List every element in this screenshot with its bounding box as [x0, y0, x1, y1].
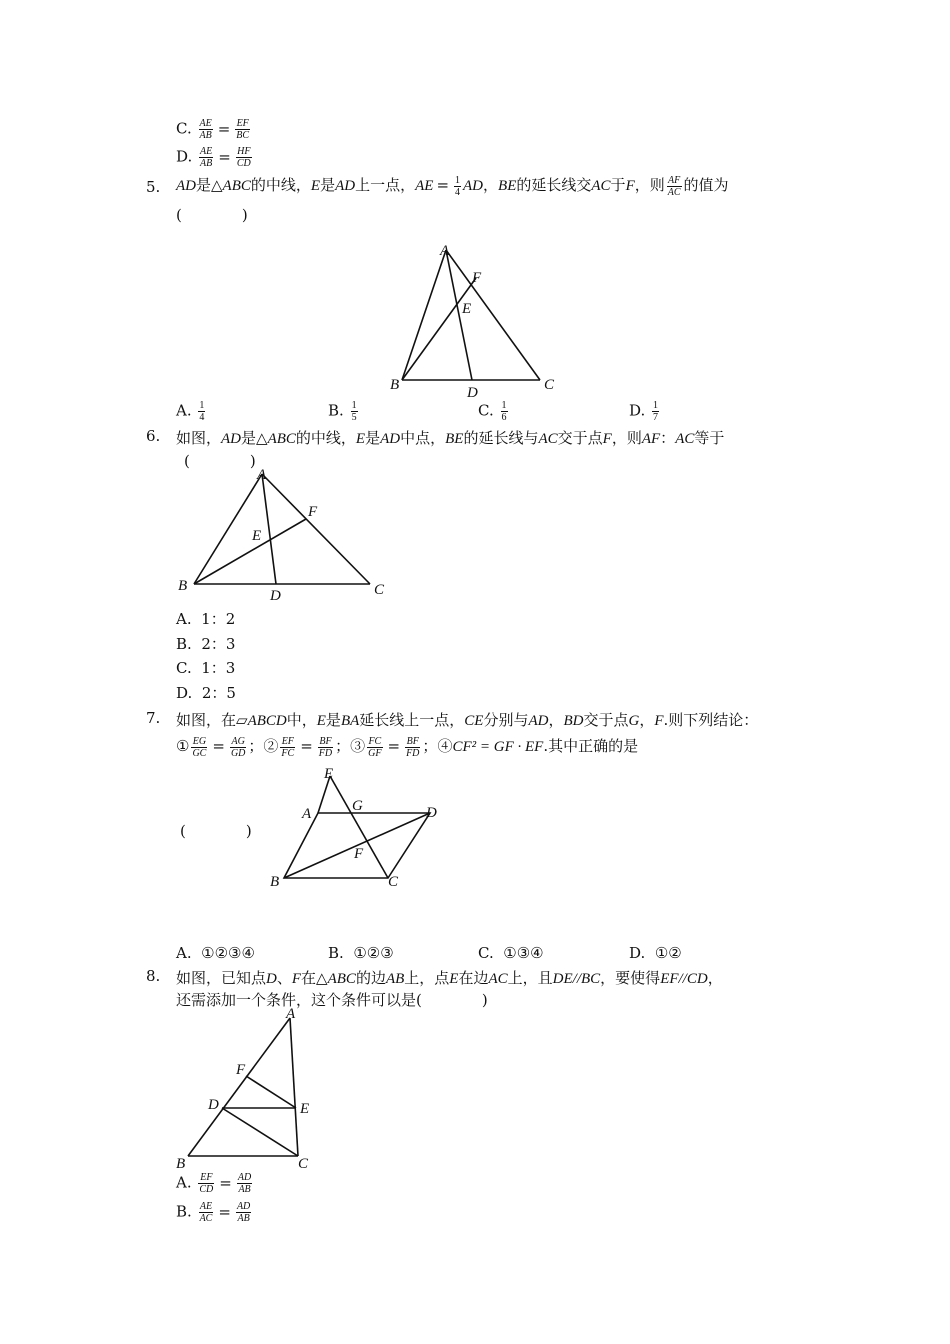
q6-number: 6.	[146, 427, 161, 445]
fraction: $\frac{HF}{CD}$	[236, 146, 251, 169]
label-c: C	[374, 582, 385, 598]
label-e: E	[252, 528, 262, 544]
label-b: B	[178, 578, 188, 594]
fraction: $\frac{1}{6}$	[501, 400, 507, 423]
segment-fe	[246, 1076, 296, 1108]
q5-number: 5.	[146, 178, 161, 196]
label-d: D	[208, 1097, 219, 1113]
label-b: B	[270, 874, 280, 890]
label-c: C	[298, 1156, 309, 1172]
label-a: A	[286, 1006, 296, 1022]
q8-stem: 如图，已知点D、F在△ABC的边AB上，点E在边AC上，且DE//BC，要使得EF//CD，	[176, 969, 723, 987]
fraction: $\frac{FC}{GF}$	[368, 735, 382, 759]
q5-option-b[interactable]: B. $\frac{1}{5}$	[328, 400, 357, 423]
q8-triangle-figure	[168, 1004, 328, 1174]
q4-option-d[interactable]	[176, 146, 254, 169]
fraction: $\frac{BF}{FD}$	[318, 735, 333, 759]
label-f: F	[472, 270, 482, 286]
label-e: E	[462, 301, 472, 317]
fraction: $\frac{EF}{BC}$	[236, 118, 250, 141]
segment-ad	[262, 474, 276, 584]
q7-option-c[interactable]: C. ①③④	[478, 944, 544, 962]
fraction: $\frac{AG}{GD}$	[230, 735, 246, 759]
fraction: $\frac{AE}{AC}$	[199, 1201, 213, 1224]
q6-option-b[interactable]: B. 2：3	[176, 635, 236, 653]
label-a: A	[440, 243, 450, 259]
segment-ab	[402, 250, 446, 380]
fraction: $\frac{1}{4}$	[455, 174, 461, 198]
label-e: E	[324, 766, 334, 782]
label-c: C	[544, 377, 555, 393]
segment-ab	[188, 1018, 290, 1156]
q5-option-c[interactable]: C. $\frac{1}{6}$	[478, 400, 507, 423]
q8-answer-paren: ( )	[416, 991, 488, 1009]
fraction: $\frac{EG}{GC}$	[192, 735, 207, 759]
label-a: A	[257, 467, 267, 483]
q8-number: 8.	[146, 967, 161, 985]
segment-bf	[194, 519, 306, 584]
q6-stem: 如图，AD是△ABC的中线，E是AD中点，BE的延长线与AC交于点F，则AF：AC等于	[176, 429, 725, 447]
label-g: G	[352, 798, 363, 814]
label-b: B	[390, 377, 400, 393]
q7-stem: 如图，在▱ABCD中，E是BA延长线上一点，CE分别与AD，BD交于点G，F.则下列结论：	[176, 711, 759, 729]
fraction: $\frac{AD}{AB}$	[236, 1201, 251, 1224]
option-letter: D.	[176, 147, 193, 166]
equals-sign: =	[217, 119, 231, 138]
fraction: $\frac{EF}{FC}$	[281, 735, 295, 759]
q7-option-d[interactable]: D. ①②	[629, 944, 682, 962]
q7-answer-paren: ( )	[180, 822, 252, 840]
q7-option-b[interactable]: B. ①②③	[328, 944, 394, 962]
q6-option-c[interactable]: C. 1：3	[176, 659, 236, 677]
equals-sign: =	[218, 147, 231, 166]
label-d: D	[467, 385, 478, 400]
label-b: B	[176, 1156, 186, 1172]
q5-stem: AD是△ABC的中线，E是AD上一点，AE = $\frac{1}{4}$ AD，BE的延长线交AC于F，则 $\frac{AF}{AC}$ 的值为	[176, 174, 729, 198]
segment-dc	[222, 1108, 298, 1156]
fraction: $\frac{1}{7}$	[653, 400, 659, 423]
fraction: $\frac{1}{5}$	[351, 400, 357, 423]
label-d: D	[426, 805, 437, 821]
q6-option-d[interactable]: D. 2：5	[176, 684, 236, 702]
q5-option-d[interactable]: D. $\frac{1}{7}$	[629, 400, 659, 423]
q6-triangle-figure	[172, 464, 392, 606]
label-c: C	[388, 874, 399, 890]
q7-number: 7.	[146, 709, 161, 727]
fraction: $\frac{BF}{FD}$	[406, 735, 420, 759]
segment-ac	[446, 250, 540, 380]
fraction: $\frac{AF}{AC}$	[667, 174, 681, 198]
label-f: F	[354, 846, 364, 862]
q5-option-a[interactable]: A. $\frac{1}{4}$	[176, 400, 205, 423]
fraction: $\frac{AE}{AB}$	[199, 118, 212, 141]
q7-parallelogram-figure	[262, 762, 452, 892]
label-d: D	[270, 588, 281, 604]
segment-ec	[330, 776, 388, 878]
q8-stem-line2: 还需添加一个条件，这个条件可以是( )	[176, 991, 488, 1009]
option-letter: C.	[176, 119, 192, 138]
fraction: $\frac{EF}{CD}$	[199, 1172, 214, 1195]
q5-answer-paren: ( )	[176, 206, 248, 224]
segment-bf	[402, 278, 476, 380]
q7-conclusions: ① $\frac{EG}{GC}$ = $\frac{AG}{GD}$ ；② $\frac{EF}{FC}$ = $\frac{BF}{FD}$ ；③ $\frac{FC}{GF}$ = $\frac{BF}{FD}$ ；④CF² = GF · EF.其中正确的是	[176, 735, 639, 759]
label-f: F	[236, 1062, 246, 1078]
label-e: E	[300, 1101, 310, 1117]
parallelogram-symbol: ▱	[236, 711, 248, 729]
q7-option-a[interactable]: A. ①②③④	[176, 944, 255, 962]
q5-triangle-figure	[380, 238, 570, 400]
segment-ac	[262, 474, 370, 584]
fraction: $\frac{AE}{AB}$	[200, 146, 213, 169]
q6-answer-paren: ( )	[184, 452, 256, 470]
q4-option-c[interactable]	[176, 118, 252, 141]
label-f: F	[308, 504, 318, 520]
q6-option-a[interactable]: A. 1：2	[176, 610, 236, 628]
q8-option-b[interactable]: B. $\frac{AE}{AC}$ = $\frac{AD}{AB}$	[176, 1201, 251, 1224]
segment-ac	[290, 1018, 298, 1156]
fraction: $\frac{AD}{AB}$	[237, 1172, 252, 1195]
q8-option-a[interactable]: A. $\frac{EF}{CD}$ = $\frac{AD}{AB}$	[176, 1172, 252, 1195]
fraction: $\frac{1}{4}$	[199, 400, 205, 423]
label-a: A	[302, 806, 312, 822]
